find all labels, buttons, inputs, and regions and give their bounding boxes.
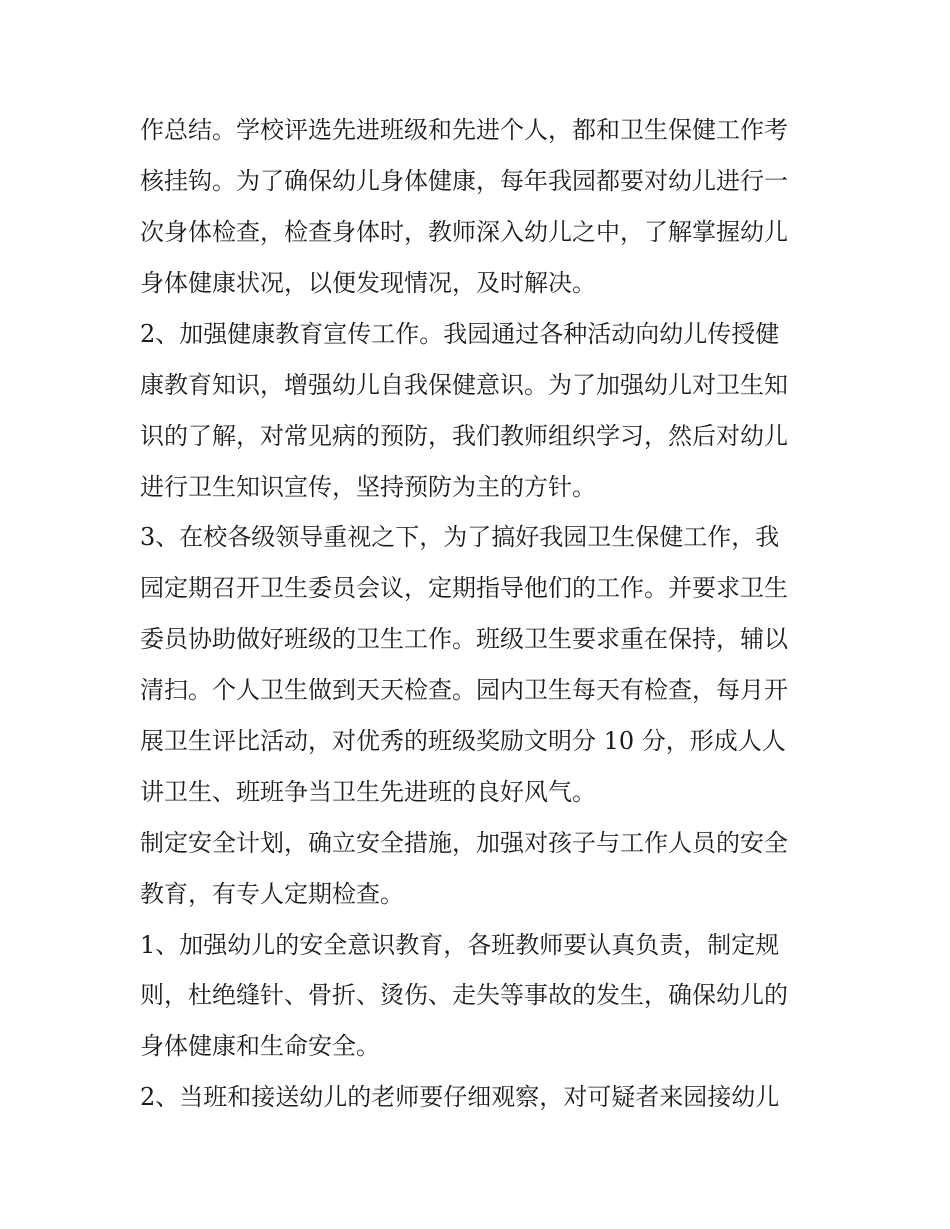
text-line: 清扫。个人卫生做到天天检查。园内卫生每天有检查，每月开 [140, 676, 788, 704]
text-line: 1、加强幼儿的安全意识教育，各班教师要认真负责，制定规 [140, 931, 780, 959]
text-line: 身体健康状况，以便发现情况，及时解决。 [140, 269, 596, 297]
text-line: 园定期召开卫生委员会议，定期指导他们的工作。并要求卫生 [140, 574, 788, 602]
text-line: 制定安全计划，确立安全措施，加强对孩子与工作人员的安全 [140, 829, 788, 857]
text-line: 识的了解，对常见病的预防，我们教师组织学习，然后对幼儿 [140, 422, 788, 450]
text-line: 讲卫生、班班争当卫生先进班的良好风气。 [140, 778, 596, 806]
text-line: 委员协助做好班级的卫生工作。班级卫生要求重在保持，辅以 [140, 625, 788, 653]
text-line: 教育，有专人定期检查。 [140, 880, 404, 908]
text-line: 3、在校各级领导重视之下，为了搞好我园卫生保健工作，我 [140, 523, 780, 551]
text-line: 2、当班和接送幼儿的老师要仔细观察，对可疑者来园接幼儿 [140, 1083, 780, 1111]
text-line: 进行卫生知识宣传，坚持预防为主的方针。 [140, 473, 596, 501]
text-line: 2、加强健康教育宣传工作。我园通过各种活动向幼儿传授健 [140, 320, 780, 348]
text-line: 则，杜绝缝针、骨折、烫伤、走失等事故的发生，确保幼儿的 [140, 981, 788, 1009]
text-line: 次身体检查，检查身体时，教师深入幼儿之中，了解掌握幼儿 [140, 218, 788, 246]
text-line: 身体健康和生命安全。 [140, 1032, 380, 1060]
text-line: 核挂钩。为了确保幼儿身体健康，每年我园都要对幼儿进行一 [140, 167, 788, 195]
text-line: 展卫生评比活动，对优秀的班级奖励文明分 10 分，形成人人 [140, 727, 786, 755]
text-line: 作总结。学校评选先进班级和先进个人，都和卫生保健工作考 [140, 116, 788, 144]
text-line: 康教育知识，增强幼儿自我保健意识。为了加强幼儿对卫生知 [140, 371, 788, 399]
